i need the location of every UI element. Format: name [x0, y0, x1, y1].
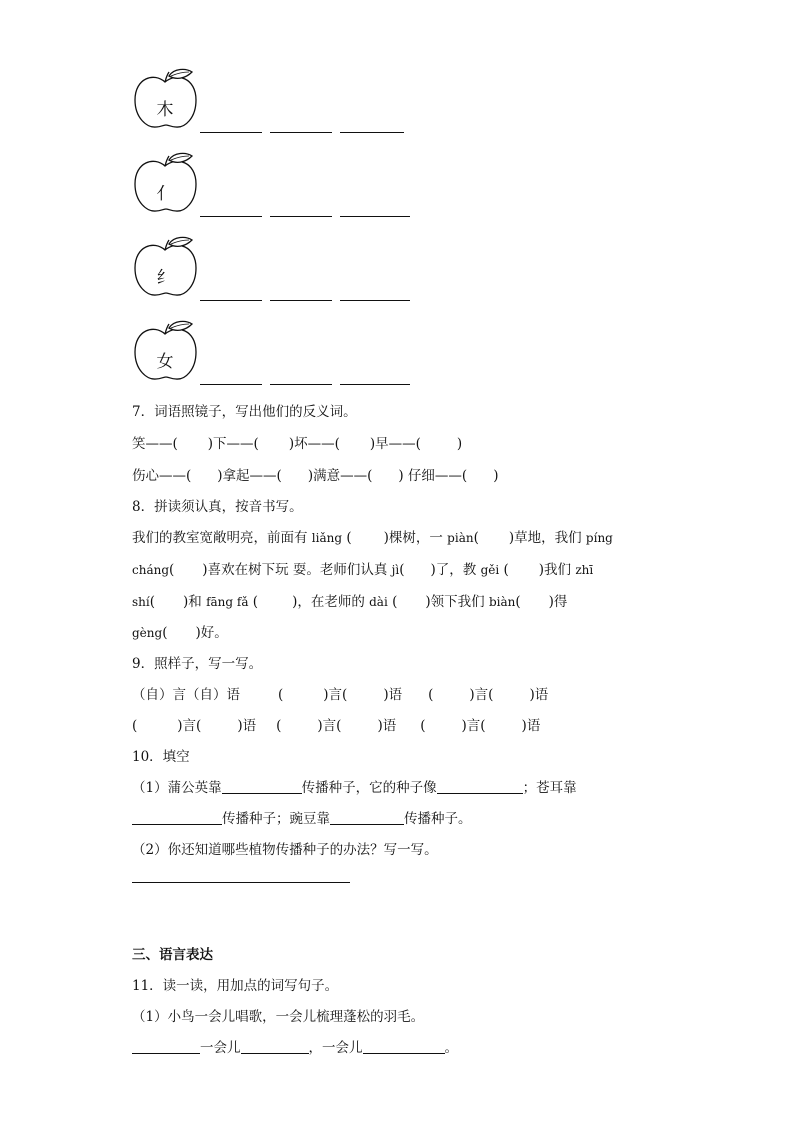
apple-character: 木	[156, 100, 174, 120]
idiom-part: )言(	[317, 718, 342, 734]
antonym-prompt: 笑——(	[132, 436, 178, 452]
pinyin: dài	[369, 595, 388, 609]
idiom-part: )语	[377, 718, 397, 734]
apple-row-1	[132, 68, 432, 138]
answer-blank[interactable]	[340, 216, 410, 217]
passage-text: )，在老师的	[292, 594, 370, 610]
answer-blank[interactable]	[363, 1039, 445, 1054]
passage-text: )草地，我们	[508, 530, 586, 546]
answer-blank[interactable]	[340, 132, 404, 133]
pinyin: liǎng	[311, 531, 343, 545]
antonym-prompt: 伤心——(	[132, 468, 192, 484]
pinyin: zhī	[575, 563, 594, 577]
question-8-line-3	[132, 590, 567, 610]
antonym-prompt: )下——(	[207, 436, 259, 452]
paren-open: (	[399, 562, 405, 578]
idiom-part: )语	[237, 718, 257, 734]
paren-open: (	[473, 530, 479, 546]
idiom-part: (	[420, 718, 426, 734]
answer-blank[interactable]	[270, 132, 332, 133]
paren-open: (	[169, 562, 175, 578]
passage-text: )棵树，一	[383, 530, 448, 546]
apple-row-3	[132, 236, 432, 306]
passage-text: )了，教	[430, 562, 481, 578]
question-10-title: 10．填空	[132, 749, 190, 765]
fill-text: 。	[444, 1040, 458, 1056]
idiom-part: )语	[521, 718, 541, 734]
question-11-fill	[132, 1036, 458, 1056]
fill-text: ；苍耳靠	[522, 780, 577, 796]
answer-blank[interactable]	[270, 384, 332, 385]
pinyin: píng	[585, 531, 613, 545]
answer-blank[interactable]	[200, 300, 262, 301]
answer-blank[interactable]	[132, 868, 350, 883]
answer-blank[interactable]	[132, 810, 222, 825]
question-10-part-2: （2）你还知道哪些植物传播种子的办法？写一写。	[132, 842, 438, 858]
apple-character: 纟	[156, 268, 174, 288]
idiom-part: (	[278, 687, 284, 703]
answer-blank[interactable]	[200, 384, 262, 385]
idiom-part: )语	[529, 687, 549, 703]
question-10-part-1-line-2	[132, 807, 472, 827]
fill-text: 传播种子；豌豆靠	[222, 811, 330, 827]
pinyin: jì	[391, 563, 400, 577]
apple-character: 女	[156, 352, 174, 372]
answer-blank[interactable]	[132, 1039, 200, 1054]
paren-open: (	[248, 594, 259, 610]
paren-open: (	[342, 530, 352, 546]
apple-row-4	[132, 320, 432, 390]
answer-blank[interactable]	[437, 779, 523, 794]
answer-blank[interactable]	[330, 810, 404, 825]
idiom-part: )言(	[177, 718, 202, 734]
question-7-row-1	[132, 432, 462, 452]
pinyin: gèng	[132, 626, 163, 640]
question-8-line-1	[132, 526, 613, 546]
question-7-title: 7．词语照镜子，写出他们的反义词。	[132, 404, 357, 420]
idiom-part: (	[428, 687, 434, 703]
question-9-row-2	[132, 714, 540, 734]
passage-text: )好。	[195, 625, 228, 641]
answer-blank[interactable]	[241, 1039, 309, 1054]
answer-blank[interactable]	[200, 132, 262, 133]
pinyin: fāng fǎ	[206, 595, 249, 609]
question-8-title: 8．拼读须认真，按音书写。	[132, 499, 303, 515]
answer-blank[interactable]	[340, 300, 410, 301]
question-10-answer-line[interactable]	[132, 868, 350, 885]
pinyin: biàn	[488, 595, 516, 609]
idiom-part: )语	[383, 687, 403, 703]
question-8-line-2	[132, 558, 593, 578]
antonym-prompt: )满意——(	[307, 468, 373, 484]
paren-open: (	[515, 594, 521, 610]
answer-blank[interactable]	[270, 216, 332, 217]
answer-blank[interactable]	[340, 384, 410, 385]
fill-text: 一会儿	[200, 1040, 241, 1056]
paren-close: )	[456, 436, 463, 452]
pinyin: shí	[132, 595, 150, 609]
antonym-prompt: )拿起——(	[217, 468, 282, 484]
fill-text: ，一会儿	[308, 1040, 363, 1056]
example-idiom: （自）言（自）语	[132, 687, 240, 703]
passage-text: )我们	[538, 562, 576, 578]
idiom-part: )言(	[323, 687, 348, 703]
passage-text: 我们的教室宽敞明亮，前面有	[132, 530, 312, 546]
idiom-part: )言(	[461, 718, 486, 734]
pinyin: piàn	[447, 531, 474, 545]
antonym-prompt: )早——(	[369, 436, 421, 452]
paren-open: (	[499, 562, 509, 578]
answer-blank[interactable]	[222, 779, 302, 794]
paren-close: )	[493, 468, 499, 484]
passage-text: )和	[183, 594, 207, 610]
apple-character: 亻	[156, 184, 174, 204]
question-11-title: 11．读一读，用加点的词写句子。	[132, 978, 339, 994]
paren-open: (	[149, 594, 156, 610]
passage-text: )领下我们	[425, 594, 489, 610]
idiom-part: (	[276, 718, 282, 734]
question-10-part-1-line-1	[132, 776, 577, 796]
idiom-part: (	[132, 718, 138, 734]
pinyin: gěi	[480, 563, 500, 577]
fill-text: （1）蒲公英靠	[132, 780, 222, 796]
question-7-row-2	[132, 464, 498, 484]
antonym-prompt: )坏——(	[288, 436, 340, 452]
section-3-title: 三、语言表达	[132, 947, 213, 963]
passage-text: )得	[548, 594, 568, 610]
answer-blank[interactable]	[270, 300, 332, 301]
pinyin: cháng	[132, 563, 170, 577]
fill-text: 传播种子。	[404, 811, 472, 827]
question-9-row-1	[132, 683, 548, 703]
question-11-part-1: （1）小鸟一会儿唱歌，一会儿梳理蓬松的羽毛。	[132, 1009, 425, 1025]
question-8-line-4	[132, 621, 228, 641]
passage-text: )喜欢在树下玩 耍。老师们认真	[202, 562, 392, 578]
paren-open: (	[162, 625, 168, 641]
paren-open: (	[387, 594, 398, 610]
fill-text: 传播种子，它的种子像	[301, 780, 437, 796]
answer-blank[interactable]	[200, 216, 262, 217]
idiom-part: )言(	[469, 687, 494, 703]
question-9-title: 9．照样子，写一写。	[132, 656, 263, 672]
apple-row-2	[132, 152, 432, 222]
antonym-prompt: ) 仔细——(	[398, 468, 468, 484]
